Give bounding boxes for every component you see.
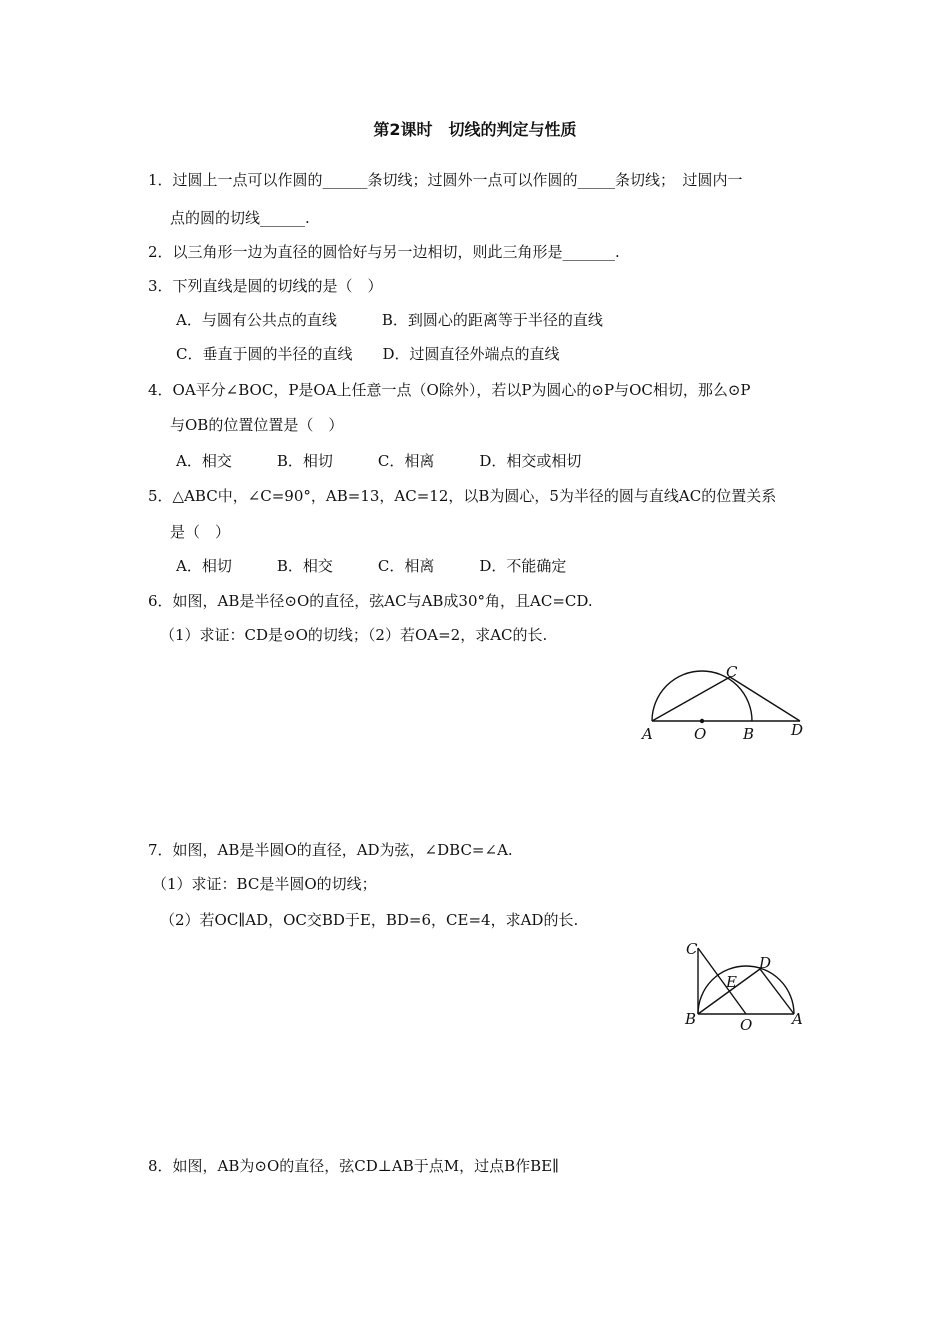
- question-7-figure: [680, 932, 812, 1038]
- question-6-figure: [636, 658, 816, 748]
- question-2: 2．以三角形一边为直径的圆恰好与另一边相切，则此三角形是_______.: [148, 243, 620, 261]
- center-point-o: [700, 719, 704, 723]
- label-c: C: [726, 663, 738, 681]
- question-3-options-row-1: A．与圆有公共点的直线 B．到圆心的距离等于半径的直线: [176, 311, 603, 329]
- question-7-stem: 7．如图，AB是半圆O的直径，AD为弦，∠DBC=∠A.: [148, 841, 513, 859]
- chord-ac: [652, 677, 730, 721]
- question-4-options: A．相交 B．相切 C．相离 D．相交或相切: [176, 452, 582, 470]
- question-4-line-1: 4．OA平分∠BOC，P是OA上任意一点（O除外），若以P为圆心的⊙P与OC相切，那么⊙P: [148, 381, 751, 399]
- label-a: A: [642, 725, 653, 743]
- label-o: O: [740, 1016, 753, 1034]
- label-e: E: [726, 973, 737, 991]
- semicircle-arc: [698, 966, 794, 1014]
- page-title: 第2课时 切线的判定与性质: [373, 120, 577, 139]
- label-b: B: [685, 1010, 697, 1028]
- question-7-part-2: （2）若OC∥AD，OC交BD于E，BD=6，CE=4，求AD的长.: [160, 911, 579, 929]
- question-5-line-2: 是（ ）: [170, 523, 231, 541]
- question-6-parts: （1）求证：CD是⊙O的切线；（2）若OA=2，求AC的长.: [160, 626, 548, 644]
- question-3-stem: 3．下列直线是圆的切线的是（ ）: [148, 277, 383, 295]
- label-b: B: [743, 725, 755, 743]
- label-c: C: [686, 940, 698, 958]
- question-5-options: A．相切 B．相交 C．相离 D．不能确定: [176, 557, 567, 575]
- question-5-line-1: 5．△ABC中，∠C=90°，AB=13，AC=12，以B为圆心，5为半径的圆与直线AC的位置关系: [148, 487, 777, 505]
- segment-oc: [698, 948, 746, 1014]
- question-4-line-2: 与OB的位置位置是（ ）: [170, 416, 344, 434]
- question-6-stem: 6．如图，AB是半径⊙O的直径，弦AC与AB成30°角，且AC=CD.: [148, 592, 593, 610]
- question-1-line-2: 点的圆的切线______.: [170, 209, 310, 227]
- label-d: D: [791, 721, 804, 739]
- question-8-stem: 8．如图，AB为⊙O的直径，弦CD⊥AB于点M，过点B作BE∥: [148, 1157, 560, 1175]
- label-d: D: [759, 954, 772, 972]
- question-3-options-row-2: C．垂直于圆的半径的直线 D．过圆直径外端点的直线: [176, 345, 560, 363]
- label-a: A: [792, 1010, 803, 1028]
- tangent-cd: [730, 677, 800, 721]
- question-1-line-1: 1．过圆上一点可以作圆的______条切线；过圆外一点可以作圆的_____条切线； 过圆内一: [148, 171, 743, 189]
- label-o: O: [694, 725, 707, 743]
- question-7-part-1: （1）求证：BC是半圆O的切线；: [152, 875, 377, 893]
